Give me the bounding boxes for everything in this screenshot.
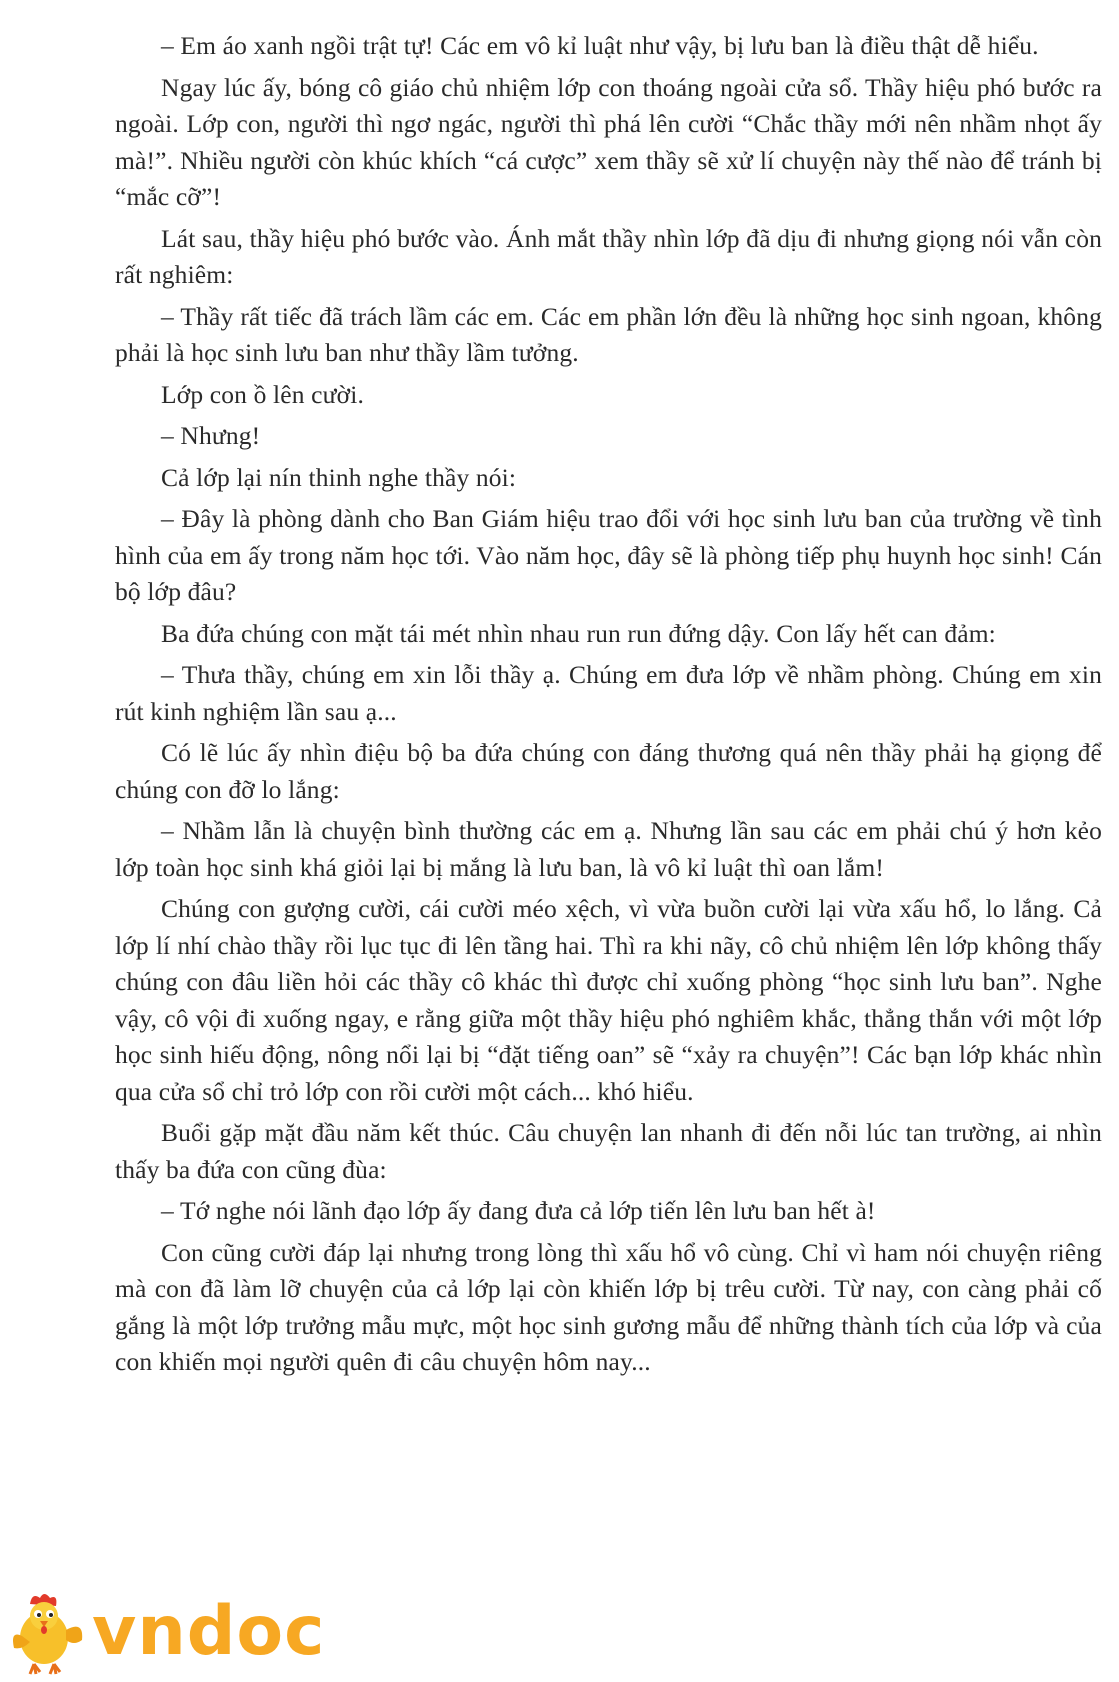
paragraph-13: Chúng con gượng cười, cái cười méo xệch, vì vừa buồn cười lại vừa xấu hổ, lo lắng. Cả lớp lí nhí chào thầy rồi lục tục đi lên tầng hai. Thì ra khi nãy, cô chủ nhiệm lên lớp không thấy chúng con đâu liền hỏi các thầy cô khác thì được chỉ xuống phòng “học sinh lưu ban”. Nghe vậy, cô vội đi xuống ngay, e rằng giữa một thầy hiệu phó nghiêm khắc, thẳng thắn với một lớp học sinh hiếu động, nông nổi lại bị “đặt tiếng oan” sẽ “xảy ra chuyện”! Các bạn lớp khác nhìn qua cửa sổ chỉ trỏ lớp con rồi cười một cách... khó hiểu. (115, 894, 1102, 1106)
paragraph-1: – Em áo xanh ngồi trật tự! Các em vô kỉ luật như vậy, bị lưu ban là điều thật dễ hiểu. (161, 31, 1039, 60)
paragraph-6: – Nhưng! (161, 421, 261, 450)
logo-text: vndoc (92, 1592, 326, 1671)
paragraph-15: – Tớ nghe nói lãnh đạo lớp ấy đang đưa cả lớp tiến lên lưu ban hết à! (161, 1196, 876, 1225)
paragraph-7: Cả lớp lại nín thinh nghe thầy nói: (161, 462, 517, 492)
paragraph-4: – Thầy rất tiếc đã trách lầm các em. Các em phần lớn đều là những học sinh ngoan, không phải là học sinh lưu ban như thầy lầm tưởng. (115, 301, 1102, 367)
paragraph-11: Có lẽ lúc ấy nhìn điệu bộ ba đứa chúng con đáng thương quá nên thầy phải hạ giọng để chúng con đỡ lo lắng: (115, 738, 1102, 804)
paragraph-10: – Thưa thầy, chúng em xin lỗi thầy ạ. Chúng em đưa lớp về nhầm phòng. Chúng em xin rút kinh nghiệm lần sau ạ... (115, 660, 1102, 726)
paragraph-9: Ba đứa chúng con mặt tái mét nhìn nhau run run đứng dậy. Con lấy hết can đảm: (161, 618, 996, 648)
document-body (115, 28, 1102, 1386)
paragraph-14: Buổi gặp mặt đầu năm kết thúc. Câu chuyện lan nhanh đi đến nỗi lúc tan trường, ai nhìn thấy ba đứa con cũng đùa: (115, 1118, 1102, 1184)
paragraph-2: Ngay lúc ấy, bóng cô giáo chủ nhiệm lớp con thoáng ngoài cửa sổ. Thầy hiệu phó bước ra ngoài. Lớp con, người thì ngơ ngác, người thì phá lên cười “Chắc thầy mới nên nhầm nhọt ấy mà!”. Nhiều người còn khúc khích “cá cược” xem thầy sẽ xử lí chuyện này thế nào để tránh bị “mắc cỡ”! (115, 72, 1102, 211)
vndoc-logo[interactable] (8, 1590, 338, 1676)
paragraph-12: – Nhầm lẫn là chuyện bình thường các em ạ. Nhưng lần sau các em phải chú ý hơn kẻo lớp toàn học sinh khá giỏi lại bị mắng là lưu ban, là vô kỉ luật thì oan lắm! (115, 816, 1102, 882)
paragraph-16: Con cũng cười đáp lại nhưng trong lòng thì xấu hổ vô cùng. Chỉ vì ham nói chuyện riêng mà con đã làm lỡ chuyện của cả lớp lại còn khiến lớp bị trêu cười. Từ nay, con càng phải cố gắng là một lớp trưởng mẫu mực, một học sinh gương mẫu để những thành tích của lớp và của con khiến mọi người quên đi câu chuyện hôm nay... (115, 1237, 1102, 1376)
paragraph-8: – Đây là phòng dành cho Ban Giám hiệu trao đổi với học sinh lưu ban của trường về tình hình của em ấy trong năm học tới. Vào năm học, đây sẽ là phòng tiếp phụ huynh học sinh! Cán bộ lớp đâu? (115, 504, 1102, 606)
paragraph-5: Lớp con ồ lên cười. (161, 379, 364, 409)
paragraph-3: Lát sau, thầy hiệu phó bước vào. Ánh mắt thầy nhìn lớp đã dịu đi nhưng giọng nói vẫn còn rất nghiêm: (115, 223, 1102, 289)
chicken-mascot-icon (8, 1590, 88, 1676)
